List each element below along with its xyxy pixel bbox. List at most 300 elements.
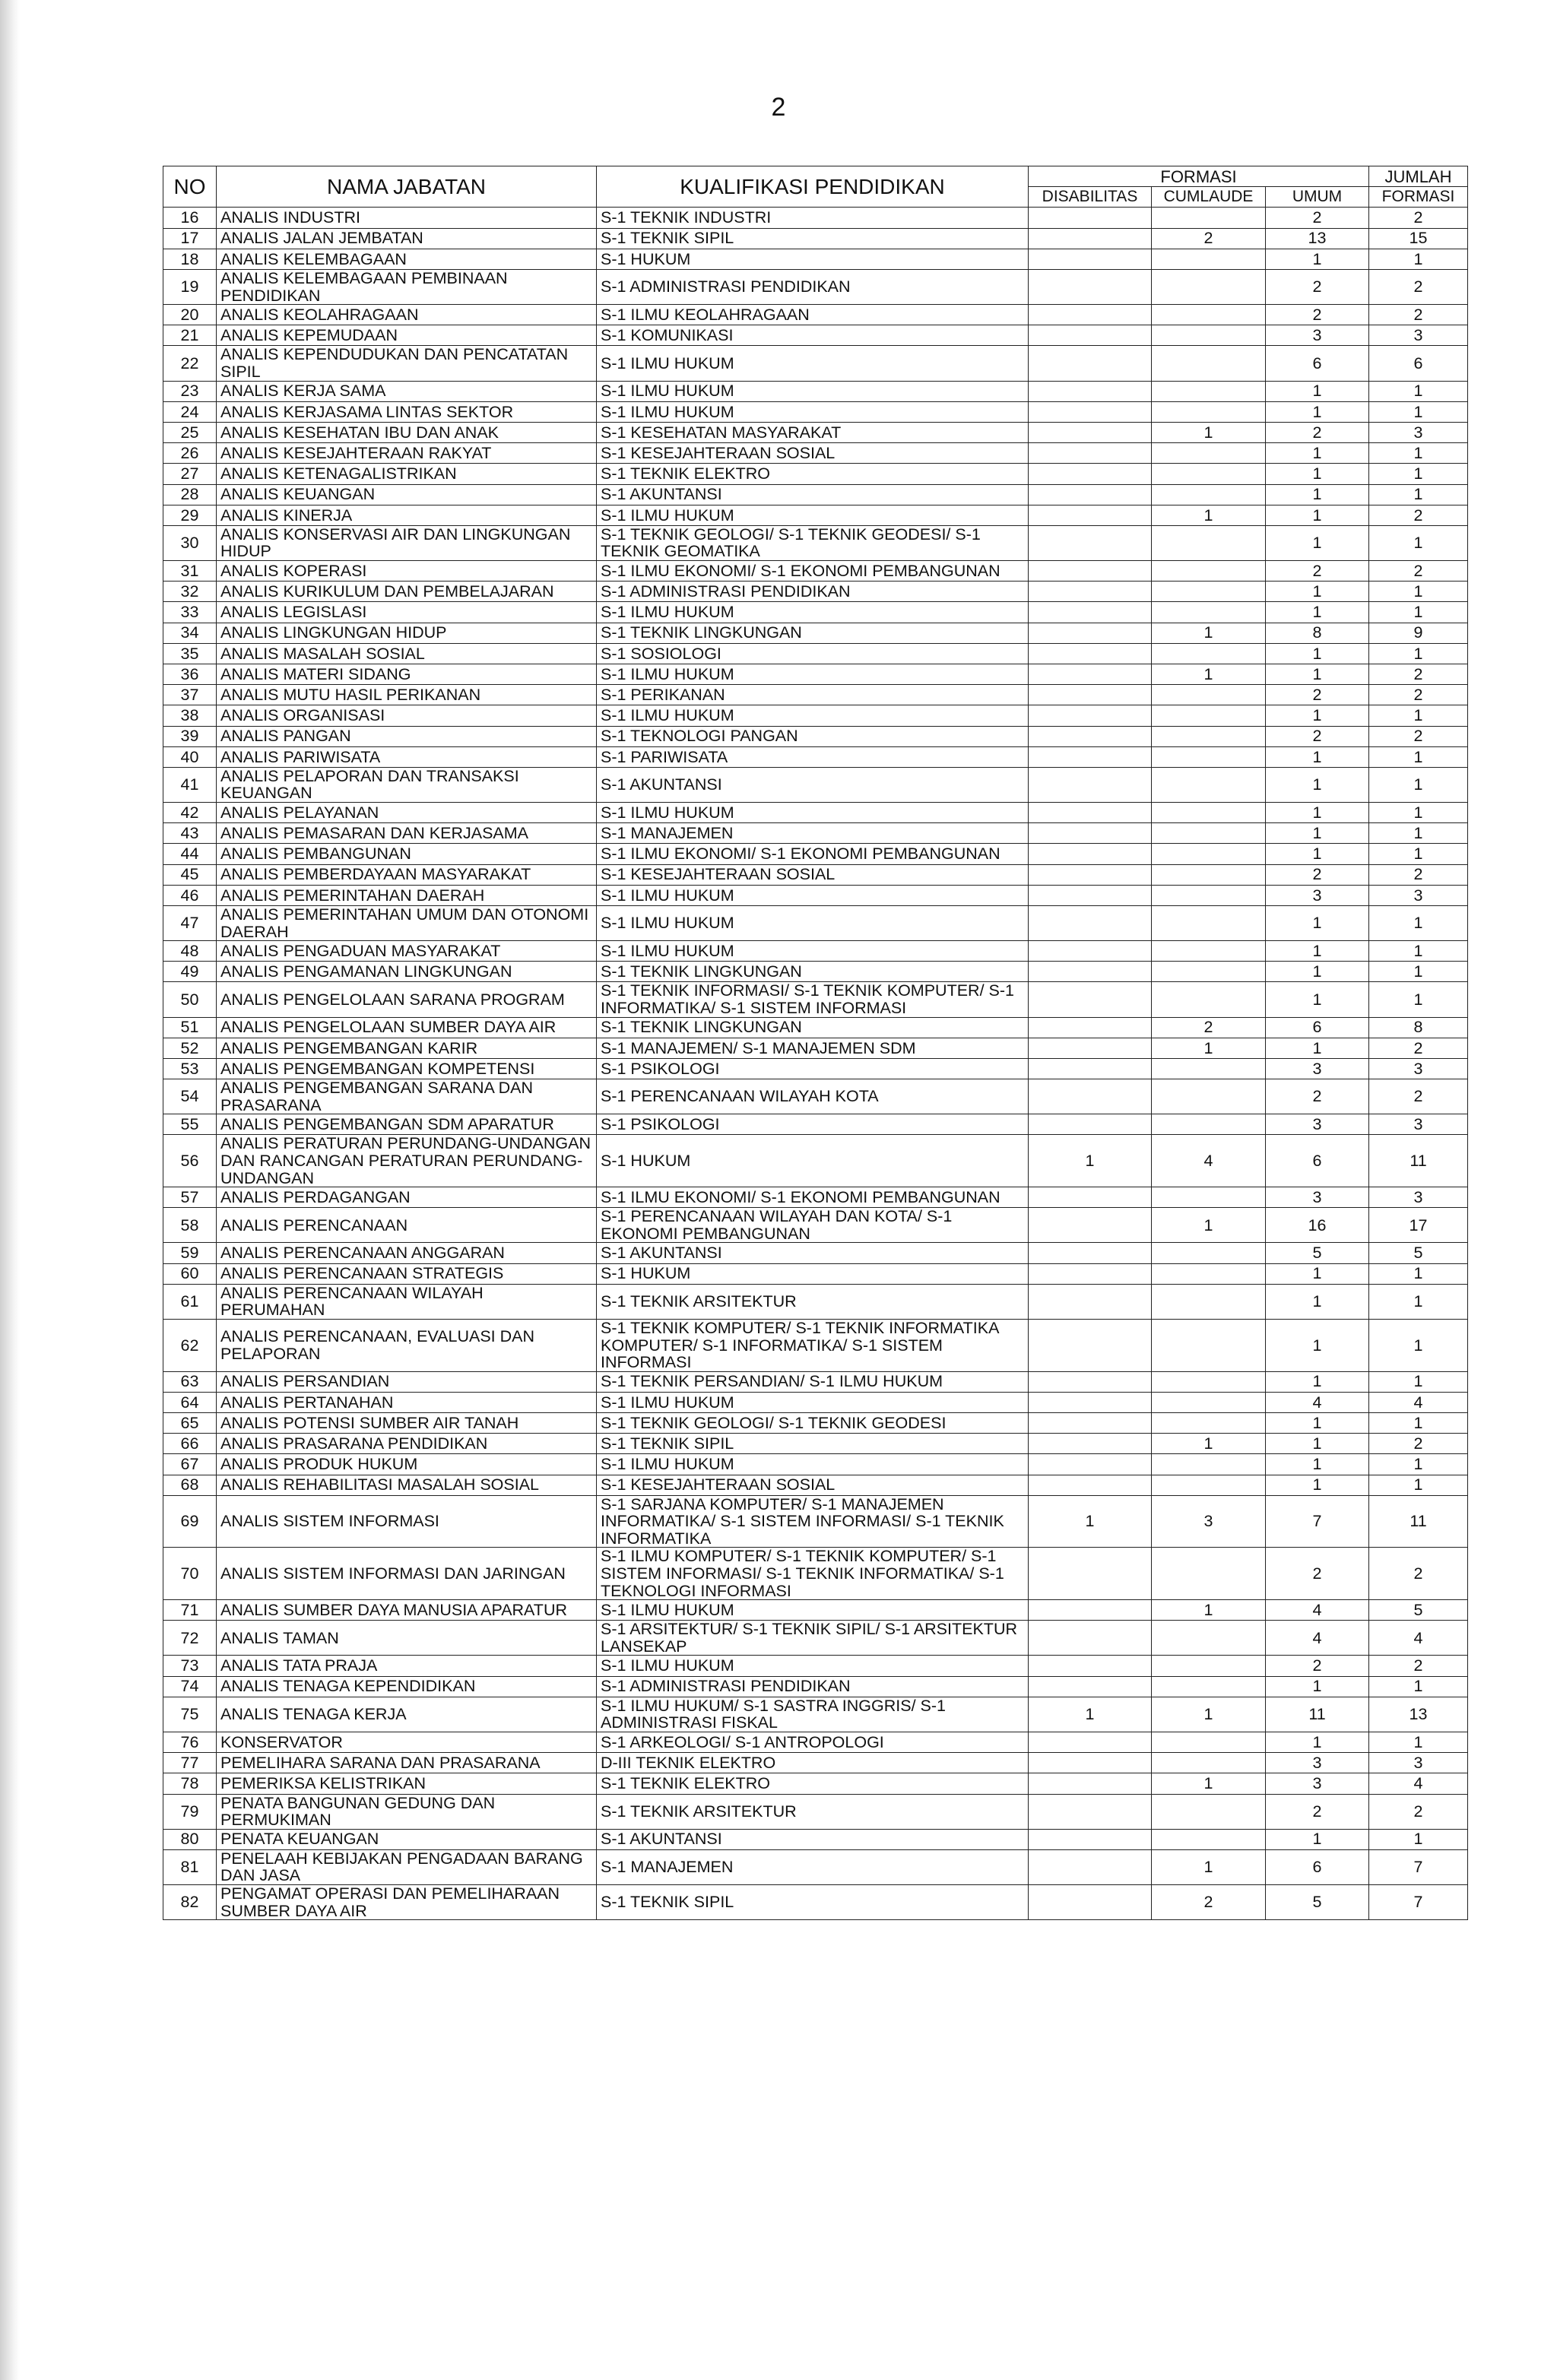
row-jumlah: 3 (1369, 422, 1468, 442)
row-kualifikasi: S-1 MANAJEMEN (597, 823, 1029, 844)
row-umum: 1 (1266, 1371, 1369, 1392)
row-kualifikasi: S-1 ILMU HUKUM (597, 1656, 1029, 1676)
row-no: 65 (163, 1413, 217, 1434)
row-cumlaude (1152, 443, 1266, 464)
row-disabilitas (1029, 1371, 1152, 1392)
row-disabilitas (1029, 803, 1152, 823)
row-disabilitas (1029, 1732, 1152, 1752)
row-jumlah: 1 (1369, 1284, 1468, 1319)
row-kualifikasi: S-1 ADMINISTRASI PENDIDIKAN (597, 582, 1029, 602)
row-jumlah: 1 (1369, 643, 1468, 664)
row-no: 56 (163, 1135, 217, 1187)
row-umum: 4 (1266, 1392, 1369, 1412)
row-cumlaude (1152, 346, 1266, 381)
row-kualifikasi: S-1 AKUNTANSI (597, 767, 1029, 802)
table-row (163, 767, 1468, 802)
row-jumlah: 2 (1369, 685, 1468, 705)
row-jumlah: 1 (1369, 962, 1468, 982)
table-row (163, 746, 1468, 767)
row-nama-jabatan: PENGAMAT OPERASI DAN PEMELIHARAAN SUMBER DAYA AIR (217, 1884, 597, 1919)
row-nama-jabatan: ANALIS MUTU HASIL PERIKANAN (217, 685, 597, 705)
row-kualifikasi: S-1 AKUNTANSI (597, 484, 1029, 505)
row-disabilitas (1029, 1058, 1152, 1079)
row-disabilitas (1029, 1849, 1152, 1884)
row-no: 63 (163, 1371, 217, 1392)
row-jumlah: 1 (1369, 844, 1468, 864)
row-nama-jabatan: ANALIS PERENCANAAN, EVALUASI DAN PELAPORAN (217, 1319, 597, 1371)
row-jumlah: 7 (1369, 1884, 1468, 1919)
row-jumlah: 13 (1369, 1697, 1468, 1732)
row-disabilitas (1029, 381, 1152, 401)
row-cumlaude: 2 (1152, 228, 1266, 249)
table-row (163, 269, 1468, 304)
row-kualifikasi: S-1 TEKNIK LINGKUNGAN (597, 1017, 1029, 1038)
row-umum: 3 (1266, 885, 1369, 905)
row-umum: 4 (1266, 1600, 1369, 1621)
row-no: 76 (163, 1732, 217, 1752)
row-disabilitas: 1 (1029, 1135, 1152, 1187)
row-nama-jabatan: ANALIS KEPEMUDAAN (217, 325, 597, 346)
row-disabilitas: 1 (1029, 1697, 1152, 1732)
header-no: NO (163, 166, 217, 208)
row-nama-jabatan: ANALIS KERJA SAMA (217, 381, 597, 401)
row-cumlaude: 2 (1152, 1884, 1266, 1919)
row-disabilitas (1029, 1208, 1152, 1243)
row-nama-jabatan: ANALIS KURIKULUM DAN PEMBELAJARAN (217, 582, 597, 602)
row-no: 45 (163, 864, 217, 885)
row-kualifikasi: S-1 ADMINISTRASI PENDIDIKAN (597, 269, 1029, 304)
row-umum: 13 (1266, 228, 1369, 249)
table-row (163, 1135, 1468, 1187)
table-row (163, 664, 1468, 684)
row-umum: 1 (1266, 484, 1369, 505)
row-kualifikasi: S-1 ILMU HUKUM (597, 941, 1029, 962)
row-jumlah: 1 (1369, 401, 1468, 422)
table-row (163, 1829, 1468, 1849)
row-kualifikasi: S-1 TEKNIK ARSITEKTUR (597, 1794, 1029, 1829)
row-no: 38 (163, 705, 217, 726)
table-row (163, 305, 1468, 325)
table-row (163, 422, 1468, 442)
row-cumlaude (1152, 1243, 1266, 1263)
row-kualifikasi: D-III TEKNIK ELEKTRO (597, 1753, 1029, 1773)
header-cumlaude: CUMLAUDE (1152, 187, 1266, 208)
row-jumlah: 2 (1369, 864, 1468, 885)
row-jumlah: 2 (1369, 269, 1468, 304)
row-cumlaude (1152, 602, 1266, 623)
row-kualifikasi: S-1 ILMU HUKUM (597, 803, 1029, 823)
row-umum: 1 (1266, 1454, 1369, 1475)
row-kualifikasi: S-1 ILMU HUKUM (597, 1454, 1029, 1475)
row-cumlaude (1152, 208, 1266, 228)
row-jumlah: 11 (1369, 1135, 1468, 1187)
row-disabilitas (1029, 269, 1152, 304)
row-no: 27 (163, 464, 217, 484)
row-jumlah: 6 (1369, 346, 1468, 381)
row-jumlah: 1 (1369, 1263, 1468, 1284)
row-no: 55 (163, 1114, 217, 1135)
row-jumlah: 5 (1369, 1600, 1468, 1621)
row-umum: 2 (1266, 1656, 1369, 1676)
row-kualifikasi: S-1 ILMU EKONOMI/ S-1 EKONOMI PEMBANGUNAN (597, 561, 1029, 582)
table-row (163, 1434, 1468, 1454)
row-jumlah: 4 (1369, 1773, 1468, 1794)
row-nama-jabatan: ANALIS PANGAN (217, 726, 597, 746)
row-no: 50 (163, 982, 217, 1017)
row-cumlaude (1152, 1732, 1266, 1752)
table-row (163, 1621, 1468, 1656)
row-cumlaude: 3 (1152, 1495, 1266, 1548)
row-nama-jabatan: ANALIS KEPENDUDUKAN DAN PENCATATAN SIPIL (217, 346, 597, 381)
row-kualifikasi: S-1 MANAJEMEN (597, 1849, 1029, 1884)
row-nama-jabatan: ANALIS MASALAH SOSIAL (217, 643, 597, 664)
table-row (163, 864, 1468, 885)
table-row (163, 325, 1468, 346)
row-no: 60 (163, 1263, 217, 1284)
row-umum: 1 (1266, 1676, 1369, 1697)
row-disabilitas (1029, 443, 1152, 464)
row-nama-jabatan: ANALIS PENGEMBANGAN KARIR (217, 1038, 597, 1058)
row-cumlaude (1152, 905, 1266, 940)
row-disabilitas (1029, 982, 1152, 1017)
row-kualifikasi: S-1 TEKNIK ELEKTRO (597, 1773, 1029, 1794)
row-jumlah: 1 (1369, 905, 1468, 940)
row-kualifikasi: S-1 SARJANA KOMPUTER/ S-1 MANAJEMEN INFORMATIKA/ S-1 SISTEM INFORMASI/ S-1 TEKNIK INFORMATIKA (597, 1495, 1029, 1548)
row-jumlah: 1 (1369, 602, 1468, 623)
row-nama-jabatan: KONSERVATOR (217, 1732, 597, 1752)
row-umum: 3 (1266, 1753, 1369, 1773)
row-disabilitas (1029, 623, 1152, 643)
row-umum: 7 (1266, 1495, 1369, 1548)
row-kualifikasi: S-1 KOMUNIKASI (597, 325, 1029, 346)
table-row (163, 1676, 1468, 1697)
row-disabilitas (1029, 844, 1152, 864)
row-nama-jabatan: ANALIS PARIWISATA (217, 746, 597, 767)
row-kualifikasi: S-1 PERIKANAN (597, 685, 1029, 705)
header-formasi-total (1369, 187, 1468, 208)
row-disabilitas (1029, 1114, 1152, 1135)
row-disabilitas (1029, 705, 1152, 726)
row-no: 64 (163, 1392, 217, 1412)
row-no: 62 (163, 1319, 217, 1371)
row-no: 66 (163, 1434, 217, 1454)
row-cumlaude (1152, 1114, 1266, 1135)
row-nama-jabatan: ANALIS KESEJAHTERAAN RAKYAT (217, 443, 597, 464)
table-row (163, 1600, 1468, 1621)
row-umum: 4 (1266, 1621, 1369, 1656)
row-cumlaude (1152, 844, 1266, 864)
row-nama-jabatan: ANALIS PERSANDIAN (217, 1371, 597, 1392)
row-no: 80 (163, 1829, 217, 1849)
row-no: 71 (163, 1600, 217, 1621)
row-disabilitas (1029, 905, 1152, 940)
row-nama-jabatan: ANALIS ORGANISASI (217, 705, 597, 726)
table-row (163, 1732, 1468, 1752)
row-disabilitas (1029, 1773, 1152, 1794)
row-no: 19 (163, 269, 217, 304)
row-umum: 1 (1266, 401, 1369, 422)
row-cumlaude (1152, 1371, 1266, 1392)
table-row (163, 1284, 1468, 1319)
row-jumlah: 8 (1369, 1017, 1468, 1038)
row-nama-jabatan: ANALIS LINGKUNGAN HIDUP (217, 623, 597, 643)
row-no: 53 (163, 1058, 217, 1079)
row-nama-jabatan: ANALIS MATERI SIDANG (217, 664, 597, 684)
row-jumlah: 2 (1369, 726, 1468, 746)
table-row (163, 1208, 1468, 1243)
row-nama-jabatan: ANALIS PELAPORAN DAN TRANSAKSI KEUANGAN (217, 767, 597, 802)
row-nama-jabatan: ANALIS PERENCANAAN WILAYAH PERUMAHAN (217, 1284, 597, 1319)
row-cumlaude (1152, 1656, 1266, 1676)
table-row (163, 401, 1468, 422)
row-umum: 1 (1266, 1319, 1369, 1371)
row-no: 57 (163, 1187, 217, 1208)
row-jumlah: 1 (1369, 1829, 1468, 1849)
row-kualifikasi: S-1 ILMU HUKUM (597, 664, 1029, 684)
row-no: 24 (163, 401, 217, 422)
row-kualifikasi: S-1 TEKNIK SIPIL (597, 1884, 1029, 1919)
row-cumlaude (1152, 305, 1266, 325)
row-umum: 1 (1266, 464, 1369, 484)
row-cumlaude (1152, 1621, 1266, 1656)
row-disabilitas: 1 (1029, 1495, 1152, 1548)
row-nama-jabatan: ANALIS TAMAN (217, 1621, 597, 1656)
table-row (163, 1548, 1468, 1600)
row-disabilitas (1029, 1676, 1152, 1697)
header-formasi: FORMASI (1029, 166, 1369, 187)
row-jumlah: 2 (1369, 561, 1468, 582)
row-disabilitas (1029, 1284, 1152, 1319)
row-no: 51 (163, 1017, 217, 1038)
row-nama-jabatan: ANALIS PERDAGANGAN (217, 1187, 597, 1208)
table-row (163, 464, 1468, 484)
row-umum: 2 (1266, 561, 1369, 582)
row-jumlah: 2 (1369, 664, 1468, 684)
row-no: 39 (163, 726, 217, 746)
row-no: 33 (163, 602, 217, 623)
header-umum: UMUM (1266, 187, 1369, 208)
row-nama-jabatan: ANALIS PERTANAHAN (217, 1392, 597, 1412)
table-row (163, 1495, 1468, 1548)
table-row (163, 705, 1468, 726)
row-umum: 1 (1266, 602, 1369, 623)
row-kualifikasi: S-1 TEKNIK ELEKTRO (597, 464, 1029, 484)
row-jumlah: 2 (1369, 505, 1468, 525)
row-umum: 2 (1266, 305, 1369, 325)
row-jumlah: 5 (1369, 1243, 1468, 1263)
row-cumlaude: 1 (1152, 1208, 1266, 1243)
row-no: 52 (163, 1038, 217, 1058)
row-kualifikasi: S-1 PSIKOLOGI (597, 1114, 1029, 1135)
row-jumlah: 3 (1369, 885, 1468, 905)
row-disabilitas (1029, 1656, 1152, 1676)
row-jumlah: 2 (1369, 1548, 1468, 1600)
row-no: 75 (163, 1697, 217, 1732)
row-cumlaude: 1 (1152, 1773, 1266, 1794)
table-row (163, 1371, 1468, 1392)
row-jumlah: 1 (1369, 941, 1468, 962)
table-row (163, 1392, 1468, 1412)
row-nama-jabatan: PENATA BANGUNAN GEDUNG DAN PERMUKIMAN (217, 1794, 597, 1829)
formasi-table (163, 166, 1468, 1920)
row-jumlah: 1 (1369, 484, 1468, 505)
row-no: 79 (163, 1794, 217, 1829)
row-nama-jabatan: ANALIS PEMBERDAYAAN MASYARAKAT (217, 864, 597, 885)
row-umum: 2 (1266, 422, 1369, 442)
row-kualifikasi: S-1 ILMU EKONOMI/ S-1 EKONOMI PEMBANGUNAN (597, 1187, 1029, 1208)
row-kualifikasi: S-1 KESEJAHTERAAN SOSIAL (597, 1475, 1029, 1495)
row-no: 36 (163, 664, 217, 684)
table-row (163, 1475, 1468, 1495)
row-cumlaude (1152, 561, 1266, 582)
row-jumlah: 4 (1369, 1392, 1468, 1412)
row-umum: 3 (1266, 325, 1369, 346)
row-cumlaude (1152, 803, 1266, 823)
row-jumlah: 1 (1369, 249, 1468, 269)
row-disabilitas (1029, 685, 1152, 705)
row-cumlaude (1152, 941, 1266, 962)
row-jumlah: 3 (1369, 1187, 1468, 1208)
row-cumlaude: 1 (1152, 1434, 1266, 1454)
row-jumlah: 1 (1369, 982, 1468, 1017)
row-no: 40 (163, 746, 217, 767)
row-jumlah: 11 (1369, 1495, 1468, 1548)
row-nama-jabatan: ANALIS PENGELOLAAN SARANA PROGRAM (217, 982, 597, 1017)
row-umum: 1 (1266, 664, 1369, 684)
row-kualifikasi: S-1 PSIKOLOGI (597, 1058, 1029, 1079)
row-jumlah: 15 (1369, 228, 1468, 249)
row-cumlaude: 1 (1152, 1697, 1266, 1732)
row-umum: 1 (1266, 803, 1369, 823)
row-disabilitas (1029, 1017, 1152, 1038)
row-no: 26 (163, 443, 217, 464)
table-row (163, 1656, 1468, 1676)
row-kualifikasi: S-1 ILMU HUKUM (597, 401, 1029, 422)
row-disabilitas (1029, 422, 1152, 442)
row-kualifikasi: S-1 TEKNIK SIPIL (597, 228, 1029, 249)
row-kualifikasi: S-1 TEKNIK INFORMASI/ S-1 TEKNIK KOMPUTER/ S-1 INFORMATIKA/ S-1 SISTEM INFORMASI (597, 982, 1029, 1017)
row-kualifikasi: S-1 ARSITEKTUR/ S-1 TEKNIK SIPIL/ S-1 ARSITEKTUR LANSEKAP (597, 1621, 1029, 1656)
row-no: 77 (163, 1753, 217, 1773)
row-nama-jabatan: ANALIS KELEMBAGAAN PEMBINAAN PENDIDIKAN (217, 269, 597, 304)
row-kualifikasi: S-1 ILMU HUKUM (597, 885, 1029, 905)
row-nama-jabatan: ANALIS KOPERASI (217, 561, 597, 582)
row-no: 25 (163, 422, 217, 442)
row-disabilitas (1029, 602, 1152, 623)
row-disabilitas (1029, 1548, 1152, 1600)
row-jumlah: 1 (1369, 1732, 1468, 1752)
row-umum: 1 (1266, 1284, 1369, 1319)
row-no: 20 (163, 305, 217, 325)
row-umum: 3 (1266, 1114, 1369, 1135)
table-row (163, 1017, 1468, 1038)
row-cumlaude (1152, 746, 1266, 767)
row-nama-jabatan: ANALIS REHABILITASI MASALAH SOSIAL (217, 1475, 597, 1495)
table-row (163, 1038, 1468, 1058)
row-umum: 1 (1266, 767, 1369, 802)
row-kualifikasi: S-1 TEKNIK PERSANDIAN/ S-1 ILMU HUKUM (597, 1371, 1029, 1392)
row-disabilitas (1029, 1884, 1152, 1919)
row-cumlaude (1152, 1187, 1266, 1208)
row-no: 23 (163, 381, 217, 401)
row-jumlah: 1 (1369, 443, 1468, 464)
row-kualifikasi: S-1 ILMU KOMPUTER/ S-1 TEKNIK KOMPUTER/ S-1 SISTEM INFORMASI/ S-1 TEKNIK INFORMATIKA/ S-1 TEKNOLOGI INFORMASI (597, 1548, 1029, 1600)
row-cumlaude (1152, 381, 1266, 401)
header-jumlah (1369, 166, 1468, 187)
row-cumlaude (1152, 1676, 1266, 1697)
table-row (163, 1079, 1468, 1114)
row-kualifikasi: S-1 ILMU HUKUM (597, 505, 1029, 525)
row-jumlah: 7 (1369, 1849, 1468, 1884)
row-jumlah: 1 (1369, 803, 1468, 823)
table-row (163, 726, 1468, 746)
row-cumlaude (1152, 1413, 1266, 1434)
row-cumlaude (1152, 885, 1266, 905)
row-cumlaude: 1 (1152, 1038, 1266, 1058)
row-nama-jabatan: ANALIS PRASARANA PENDIDIKAN (217, 1434, 597, 1454)
row-kualifikasi: S-1 PARIWISATA (597, 746, 1029, 767)
row-nama-jabatan: ANALIS SISTEM INFORMASI DAN JARINGAN (217, 1548, 597, 1600)
row-umum: 1 (1266, 1434, 1369, 1454)
row-cumlaude: 1 (1152, 422, 1266, 442)
row-cumlaude (1152, 269, 1266, 304)
row-jumlah: 1 (1369, 705, 1468, 726)
row-nama-jabatan: ANALIS PELAYANAN (217, 803, 597, 823)
row-disabilitas (1029, 1794, 1152, 1829)
row-cumlaude (1152, 1392, 1266, 1412)
row-kualifikasi: S-1 KESEJAHTERAAN SOSIAL (597, 443, 1029, 464)
row-cumlaude: 1 (1152, 623, 1266, 643)
row-no: 54 (163, 1079, 217, 1114)
row-kualifikasi: S-1 PERENCANAAN WILAYAH DAN KOTA/ S-1 EKONOMI PEMBANGUNAN (597, 1208, 1029, 1243)
row-kualifikasi: S-1 ILMU KEOLAHRAGAAN (597, 305, 1029, 325)
row-umum: 2 (1266, 1794, 1369, 1829)
row-jumlah: 2 (1369, 305, 1468, 325)
row-disabilitas (1029, 1454, 1152, 1475)
row-no: 30 (163, 525, 217, 560)
page-number: 2 (771, 93, 786, 122)
row-cumlaude (1152, 1319, 1266, 1371)
row-no: 41 (163, 767, 217, 802)
row-cumlaude (1152, 249, 1266, 269)
table-row (163, 525, 1468, 560)
row-kualifikasi: S-1 PERENCANAAN WILAYAH KOTA (597, 1079, 1029, 1114)
row-nama-jabatan: ANALIS POTENSI SUMBER AIR TANAH (217, 1413, 597, 1434)
row-cumlaude: 1 (1152, 1600, 1266, 1621)
row-disabilitas (1029, 1038, 1152, 1058)
row-nama-jabatan: ANALIS TENAGA KEPENDIDIKAN (217, 1676, 597, 1697)
row-nama-jabatan: PEMERIKSA KELISTRIKAN (217, 1773, 597, 1794)
row-umum: 1 (1266, 844, 1369, 864)
row-nama-jabatan: ANALIS PERENCANAAN ANGGARAN (217, 1243, 597, 1263)
row-nama-jabatan: ANALIS PENGEMBANGAN SARANA DAN PRASARANA (217, 1079, 597, 1114)
table-row (163, 1319, 1468, 1371)
row-disabilitas (1029, 325, 1152, 346)
row-nama-jabatan: PENELAAH KEBIJAKAN PENGADAAN BARANG DAN JASA (217, 1849, 597, 1884)
row-nama-jabatan: ANALIS KELEMBAGAAN (217, 249, 597, 269)
row-cumlaude (1152, 1829, 1266, 1849)
row-umum: 2 (1266, 726, 1369, 746)
row-nama-jabatan: ANALIS KESEHATAN IBU DAN ANAK (217, 422, 597, 442)
header-kualifikasi: KUALIFIKASI PENDIDIKAN (597, 166, 1029, 208)
table-row (163, 505, 1468, 525)
row-umum: 1 (1266, 1475, 1369, 1495)
row-nama-jabatan: PENATA KEUANGAN (217, 1829, 597, 1849)
row-cumlaude (1152, 325, 1266, 346)
row-kualifikasi: S-1 SOSIOLOGI (597, 643, 1029, 664)
row-kualifikasi: S-1 KESEHATAN MASYARAKAT (597, 422, 1029, 442)
table-body (163, 208, 1468, 1920)
